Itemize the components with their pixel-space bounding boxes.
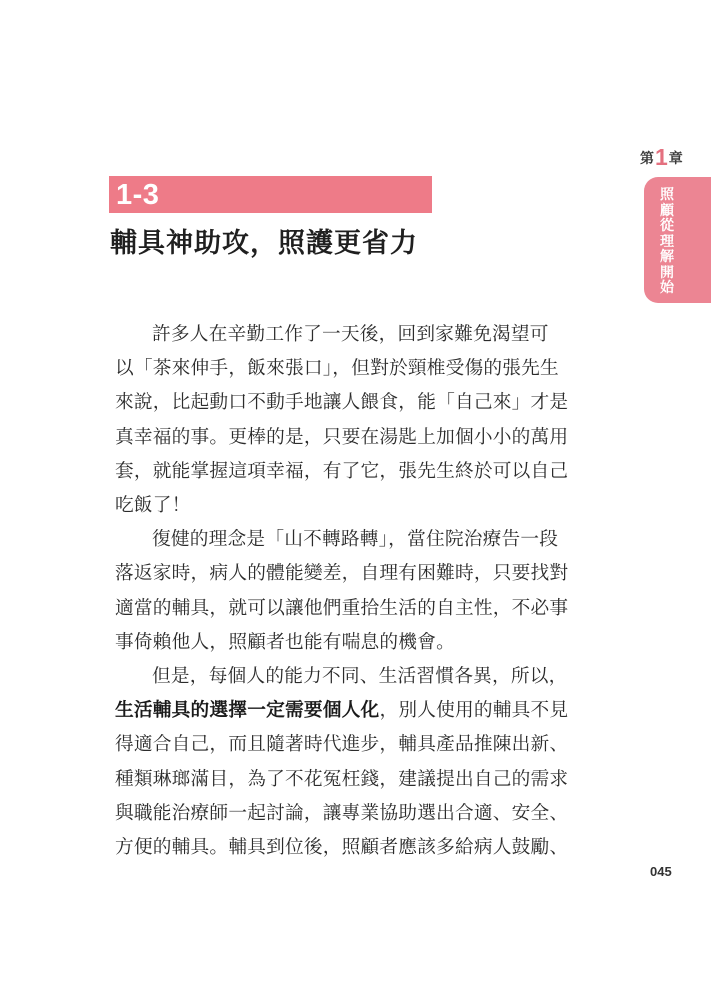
paragraph-line: 復健的理念是「山不轉路轉」，當住院治療告一段 <box>152 529 559 551</box>
paragraph-line: 許多人在辛勤工作了一天後，回到家難免渴望可 <box>152 324 549 345</box>
paragraph-line: 方便的輔具。輔具到位後，照顧者應該多給病人鼓勵、 <box>115 837 569 859</box>
paragraph <box>115 660 607 865</box>
paragraph-line: 適當的輔具，就可以讓他們重拾生活的自主性，不必事 <box>115 597 569 619</box>
paragraph-line: 但是，每個人的能力不同、生活習慣各異，所以， <box>152 666 568 688</box>
page-number: 045 <box>650 864 672 879</box>
chapter-side-tab <box>644 177 711 303</box>
paragraph-line: 落返家時，病人的體能變差，自理有困難時，只要找對 <box>115 563 569 585</box>
paragraph-line: 來說，比起動口不動手地讓人餵食，能「自己來」才是 <box>115 392 569 414</box>
section-header-bar <box>109 176 432 213</box>
chapter-suffix: 章 <box>668 151 683 167</box>
chapter-number: 1 <box>655 144 668 170</box>
paragraph-line: 種類琳瑯滿目，為了不花冤枉錢，建議提出自己的需求 <box>115 768 569 790</box>
paragraph-line: 以「茶來伸手，飯來張口」，但對於頸椎受傷的張先生 <box>115 358 559 380</box>
chapter-prefix: 第 <box>640 151 654 167</box>
paragraph <box>115 318 607 523</box>
paragraph-line: 真幸福的事。更棒的是，只要在湯匙上加個小小的萬用 <box>115 426 569 448</box>
section-title: 輔具神助攻，照護更省力 <box>110 228 418 259</box>
paragraph-line: 事倚賴他人，照顧者也能有喘息的機會。 <box>115 631 455 653</box>
body-text <box>115 318 607 865</box>
paragraph-line: 得適合自己，而且隨著時代進步，輔具產品推陳出新、 <box>115 734 569 756</box>
paragraph <box>115 523 607 660</box>
paragraph-line: ，別人使用的輔具不見 <box>379 700 569 722</box>
chapter-tab-title: 照顧從理解開始 <box>660 187 674 296</box>
paragraph-line: 吃飯了！ <box>115 495 191 517</box>
chapter-label <box>640 145 706 171</box>
emphasis-text: 生活輔具的選擇一定需要個人化 <box>115 700 380 722</box>
paragraph-line: 與職能治療師一起討論，讓專業協助選出合適、安全、 <box>115 802 569 824</box>
section-number: 1-3 <box>116 179 160 211</box>
paragraph-line: 套，就能掌握這項幸福，有了它，張先生終於可以自己 <box>115 460 569 482</box>
